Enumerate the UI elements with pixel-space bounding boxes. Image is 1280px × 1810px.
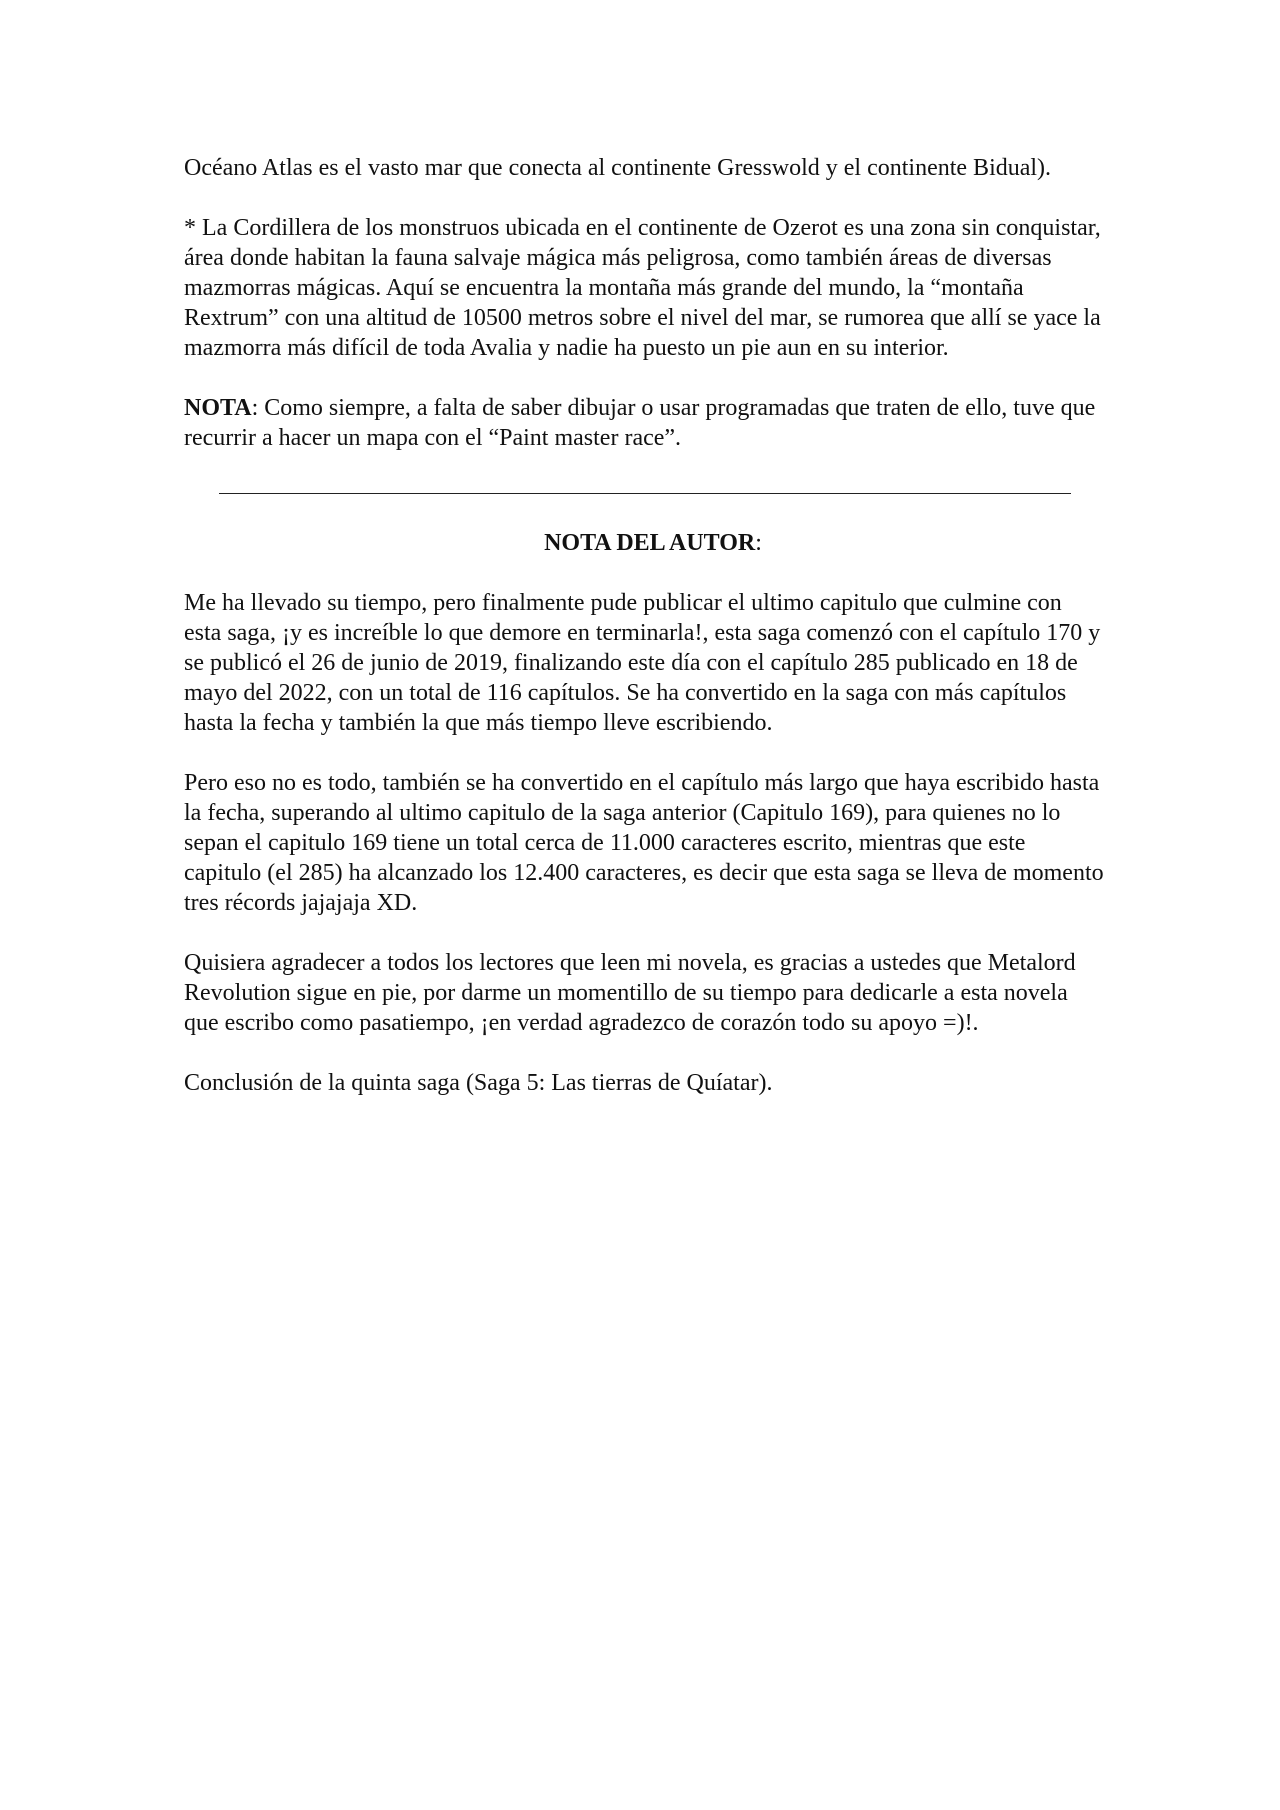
note-paragraph (184, 393, 1104, 453)
author-note-paragraph-4: Conclusión de la quinta saga (Saga 5: Las tierras de Quíatar). (184, 1070, 773, 1096)
author-note-paragraph-1: Me ha llevado su tiempo, pero finalmente pude publicar el ultimo capitulo que culmine con esta saga, ¡y es increíble lo que demore en terminarla!, esta saga comenzó con el capítulo 170 y se publicó el 26 de junio de 2019, finalizando este día con el capítulo 285 publicado en 18 de mayo del 2022, con un total de 116 capítulos. Se ha convertido en la saga con más capítulos hasta la fecha y también la que más tiempo lleve escribiendo. (184, 590, 1101, 736)
author-note-heading-text: NOTA DEL AUTOR (544, 530, 756, 556)
paragraph-cordillera: * La Cordillera de los monstruos ubicada en el continente de Ozerot es una zona sin conquistar, área donde habitan la fauna salvaje mágica más peligrosa, como también áreas de diversas mazmorras mágicas. Aquí se encuentra la montaña más grande del mundo, la “montaña Rextrum” con una altitud de 10500 metros sobre el nivel del mar, se rumorea que allí se yace la mazmorra más difícil de toda Avalia y nadie ha puesto un pie aun en su interior. (184, 215, 1101, 361)
note-label: NOTA (184, 395, 252, 421)
author-note-paragraph-3: Quisiera agradecer a todos los lectores que leen mi novela, es gracias a ustedes que Metalord Revolution sigue en pie, por darme un momentillo de su tiempo para dedicarle a esta novela que escribo como pasatiempo, ¡en verdad agradezco de corazón todo su apoyo =)!. (184, 950, 1076, 1036)
author-note-heading-colon: : (755, 530, 762, 556)
section-divider (219, 493, 1071, 494)
author-note-heading (184, 528, 1104, 558)
document-page (184, 153, 1104, 1128)
note-text: : Como siempre, a falta de saber dibujar o usar programadas que traten de ello, tuve que recurrir a hacer un mapa con el “Paint master race”. (184, 395, 1096, 451)
paragraph-ocean-atlas: Océano Atlas es el vasto mar que conecta al continente Gresswold y el continente Bidual). (184, 155, 1052, 181)
author-note-paragraph-2: Pero eso no es todo, también se ha convertido en el capítulo más largo que haya escribido hasta la fecha, superando al ultimo capitulo de la saga anterior (Capitulo 169), para quienes no lo sepan el capitulo 169 tiene un total cerca de 11.000 caracteres escrito, mientras que este capitulo (el 285) ha alcanzado los 12.400 caracteres, es decir que esta saga se lleva de momento tres récords jajajaja XD. (184, 770, 1104, 916)
